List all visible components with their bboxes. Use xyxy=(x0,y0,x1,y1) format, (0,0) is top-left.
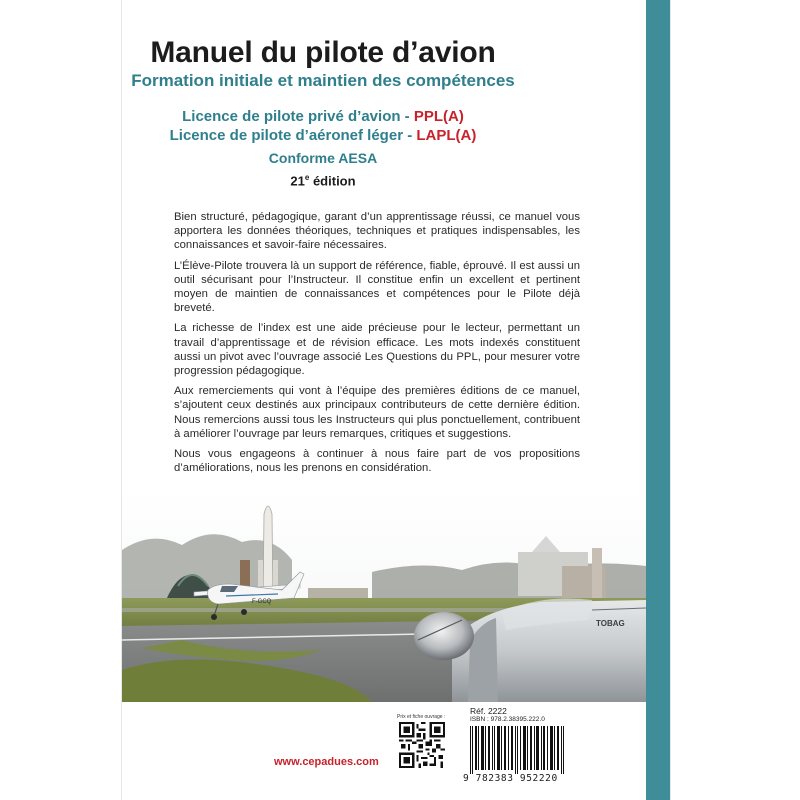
edition-number: 21 xyxy=(290,173,305,189)
qr-caption: Prix et fiche ouvrage : xyxy=(397,714,446,720)
edition-superscript: e xyxy=(304,173,310,182)
description-text xyxy=(174,210,580,481)
licence-ppl-code: PPL(A) xyxy=(413,108,464,125)
reference-label: Réf. 2222 xyxy=(470,706,507,716)
licence-lapl-code: LAPL(A) xyxy=(416,127,477,144)
barcode xyxy=(468,726,568,774)
description-paragraph: La richesse de l’index est une aide précieuse pour le lecteur, permettant un travail d’apprentissage et de révision efficace. Les mots indexés constituent aussi un pivot avec l’ouvrage associé Les Questions du PPL, pour mesurer votre progression pédagogique. xyxy=(174,322,580,378)
licence-ppl-text: Licence de pilote privé d’avion - xyxy=(182,108,414,125)
licence-line-ppl xyxy=(0,108,646,125)
description-paragraph: Bien structuré, pédagogique, garant d’un apprentissage réussi, ce manuel vous apportera les données théoriques, techniques et pratiques indispensables, les connaissances et savoir-faire nécessaires. xyxy=(174,211,580,252)
description-paragraph: Aux remerciements qui vont à l’équipe des premières éditions de ce manuel, s’ajoutent ceux destinés aux principaux contributeurs de cette dernière édition. Nous remercions aussi tous les Instructeurs qui plus ponctuellement, contribuent à améliorer l’ouvrage par leurs remarques, critiques et suggestions. xyxy=(174,385,580,440)
conformity-label: Conforme AESA xyxy=(268,150,378,166)
barcode-number: 9 782383 952220 xyxy=(463,773,558,784)
publisher-url[interactable]: www.cepadues.com xyxy=(274,756,379,768)
licence-line-lapl xyxy=(0,127,646,144)
airfield-photo xyxy=(122,490,646,702)
licence-lapl-text: Licence de pilote d’aéronef léger - xyxy=(169,127,417,144)
description-paragraph: Nous vous engageons à continuer à nous faire part de vos propositions d’améliorations, nous les prenons en considération. xyxy=(174,448,580,475)
book-spine xyxy=(646,0,670,800)
book-title: Manuel du pilote d’avion xyxy=(150,36,496,69)
qr-code xyxy=(399,722,445,768)
isbn-label: ISBN : 978.2.38395.222.0 xyxy=(470,716,545,723)
book-subtitle: Formation initiale et maintien des compétences xyxy=(131,71,515,90)
description-paragraph: L’Élève-Pilote trouvera là un support de référence, fiable, éprouvé. Il est aussi un outil sécurisant pour l’Instructeur. Il constitue enfin un excellent et pertinent moyen de maintien de connaissances et compétences pour le Pilote déjà breveté. xyxy=(174,259,580,315)
nose-text: TOBAG xyxy=(596,619,625,628)
edition-word: édition xyxy=(309,173,356,189)
plane-registration: F-GCQ xyxy=(252,599,272,605)
edition-label xyxy=(0,173,646,188)
